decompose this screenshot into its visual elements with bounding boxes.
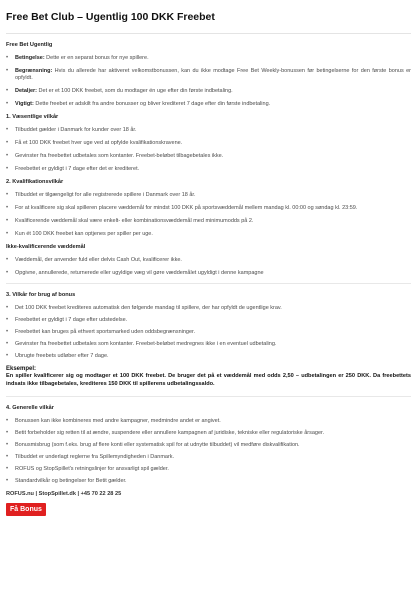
list-item: • Gevinster fra freebettet udbetales som kontanter. Freebet-beløbet tilbagebetales ikke. <box>6 153 411 160</box>
list-item: • Tilbuddet gælder i Danmark for kunder over 18 år. <box>6 127 411 134</box>
intro-item: • Vigtigt: Dette freebet er adskilt fra andre bonusser og bliver krediteret 7 dage efter din første indbetaling. <box>6 101 411 108</box>
section-2-list <box>6 192 411 238</box>
list-item: • Tilbuddet er underlagt reglerne fra Spillemyndigheden i Danmark. <box>6 454 411 461</box>
title-divider <box>6 33 411 34</box>
section-1-list <box>6 127 411 173</box>
list-item: • Freebettet er gyldigt i 7 dage efter udstedelse. <box>6 317 411 324</box>
list-item: • Kun ét 100 DKK freebet kan optjenes per spiller per uge. <box>6 231 411 238</box>
example-text: En spiller kvalificerer sig og modtager et 100 DKK freebet. De bruger det på et væddemål med odds 2,50 – udbetalingen er 250 DKK. Da freebettets indsats ikke tilbagebetales, krediteres 150 DKK til spillerens udbetalingssaldo. <box>6 373 411 387</box>
intro-list <box>6 55 411 108</box>
intro-heading: Free Bet Ugentlig <box>6 42 53 48</box>
page-title: Free Bet Club – Ugentlig 100 DKK Freebet <box>6 11 215 23</box>
list-item: • ROFUS og StopSpillet's retningslinjer for ansvarligt spil gælder. <box>6 466 411 473</box>
section-divider <box>6 283 411 284</box>
list-item: • Bonussen kan ikke kombineres med andre kampagner, medmindre andet er angivet. <box>6 418 411 425</box>
list-item: • Ubrugte freebets udløber efter 7 dage. <box>6 353 411 360</box>
list-item: • Tilbuddet er tilgængeligt for alle registrerede spillere i Danmark over 18 år. <box>6 192 411 199</box>
section-1-heading: 1. Væsentlige vilkår <box>6 114 59 120</box>
list-item: • Freebettet er gyldigt i 7 dage efter det er krediteret. <box>6 166 411 173</box>
section-4-list <box>6 418 411 485</box>
intro-item: • Begrænsning: Hvis du allerede har aktiveret velkomstbonussen, kan du ikke modtage Free Bet Weekly-bonussen før betingelserne for den første bonus er opfyldt. <box>6 68 411 82</box>
section-4-heading: 4. Generelle vilkår <box>6 405 54 411</box>
example-heading: Eksempel: <box>6 366 37 372</box>
section-divider <box>6 396 411 397</box>
list-item: • Standardvilkår og betingelser for Betit gælder. <box>6 478 411 485</box>
non-qualifying-heading: Ikke-kvalificerende væddemål <box>6 244 86 250</box>
list-item: • Opgivne, annullerede, returnerede eller ugyldige væg vil gøre væddemålet ugyldigt i denne kampagne <box>6 270 411 277</box>
list-item: • Få et 100 DKK freebet hver uge ved at opfylde kvalifikationskravene. <box>6 140 411 147</box>
list-item: • Væddemål, der anvender fuld eller delvis Cash Out, kvalificerer ikke. <box>6 257 411 264</box>
list-item: • Betit forbeholder sig retten til at ændre, suspendere eller annullere kampagnen af juridiske, tekniske eller regulatoriske årsager. <box>6 430 411 437</box>
list-item: • Gevinster fra freebettet udbetales som kontanter. Freebet-beløbet medregnes ikke i en eventuel udbetaling. <box>6 341 411 348</box>
section-3-heading: 3. Vilkår for brug af bonus <box>6 292 76 298</box>
section-2-heading: 2. Kvalifikationsvilkår <box>6 179 64 185</box>
section-3-list <box>6 305 411 360</box>
list-item: • For at kvalificere sig skal spilleren placere væddemål for mindst 100 DKK på sportsvæddemål mellem mandag kl. 00:00 og søndag kl. 23:59. <box>6 205 411 212</box>
intro-item: • Detaljer: Det er et 100 DKK freebet, som du modtager én uge efter din første indbetaling. <box>6 88 411 95</box>
get-bonus-button[interactable]: Få Bonus <box>6 503 46 516</box>
list-item: • Bonusmisbrug (som f.eks. brug af flere konti eller systematisk spil for at udnytte tilbuddet) vil medføre diskvalifikation. <box>6 442 411 449</box>
list-item: • Freebettet kan bruges på ethvert sportsmarked uden oddsbegrænsninger. <box>6 329 411 336</box>
non-qualifying-list <box>6 257 411 277</box>
list-item: • Kvalificerende væddemål skal være enkelt- eller kombinationsvæddemål med minimumodds på 2. <box>6 218 411 225</box>
list-item: • Det 100 DKK freebet krediteres automatisk den følgende mandag til spillere, der har opfyldt de ugentlige krav. <box>6 305 411 312</box>
responsible-gambling-footer: ROFUS.nu | StopSpillet.dk | +45 70 22 28 25 <box>6 491 122 497</box>
intro-item: • Betingelse: Dette er en separat bonus for nye spillere. <box>6 55 411 62</box>
